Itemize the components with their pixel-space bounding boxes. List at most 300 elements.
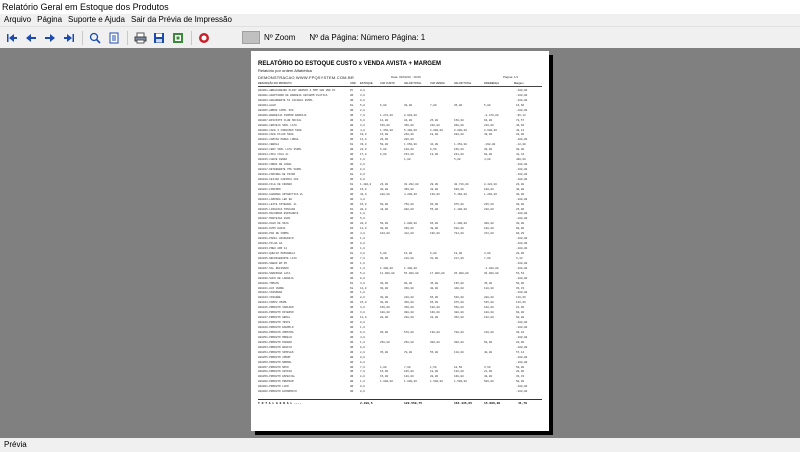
cell-total-custo: 1.650,00 [404, 143, 417, 147]
cell-vlr-venda: 55,00 [430, 350, 439, 354]
cell-total-custo: 4.200,00 [404, 192, 417, 196]
cell-diferenca: 50,00 [484, 340, 493, 344]
cell-estoque: 11,0 [360, 286, 367, 290]
save-button[interactable] [150, 30, 168, 46]
header-margem: Margem [514, 82, 524, 85]
cell-estoque: 0,0 [360, 321, 365, 325]
zoom-input[interactable] [242, 31, 260, 44]
cell-estoque: 3,0 [360, 311, 365, 315]
cell-und: UN [350, 98, 354, 102]
cell-margem: -100,00 [516, 197, 528, 201]
table-row [258, 390, 542, 395]
cell-vlr-venda: 196,00 [430, 232, 440, 236]
cell-vlr-custo: 9,00 [380, 153, 387, 157]
report-site: DEMONSTRACAO WWW.FPQSYSTEM.COM.BR [258, 75, 354, 80]
export-button[interactable] [169, 30, 187, 46]
cell-diferenca: -8.470,00 [484, 113, 499, 117]
next-page-icon [44, 33, 56, 43]
header-descricao: DESCRIÇÃO DO PRODUTO [258, 82, 292, 85]
cell-total-venda: 156,00 [454, 148, 464, 152]
cell-estoque: 1,0 [360, 158, 365, 162]
cell-estoque: 15,0 [360, 301, 367, 305]
cell-estoque: 2,0 [360, 350, 365, 354]
cell-und: UN [350, 261, 354, 265]
cell-total-custo: 286,00 [404, 138, 414, 142]
cell-und: UN [350, 365, 354, 369]
cell-margem: 50,00 [516, 281, 525, 285]
cell-descricao: 000036-SABAO EM PO [258, 261, 288, 265]
cell-margem: -100,00 [516, 212, 528, 216]
zoom-icon [89, 32, 101, 44]
cell-total-custo: 450,00 [404, 123, 414, 127]
cell-descricao: 000027-MANTEIGA 200G [258, 217, 291, 221]
cell-estoque: 4,0 [360, 232, 365, 236]
cell-descricao: 000024-LEITE INTEGRAL 1L [258, 202, 297, 206]
cell-descricao: 000012-CEBOLA [258, 143, 279, 147]
cell-vlr-custo: 6,00 [380, 103, 387, 107]
cell-und: UN [350, 370, 354, 374]
cell-estoque: 1,0 [360, 237, 365, 241]
cell-total-venda: 221,00 [454, 153, 464, 157]
cell-und: UN [350, 158, 354, 162]
cell-margem: -100,00 [516, 326, 528, 329]
cell-estoque: 15,0 [360, 187, 367, 191]
cell-und: UN [350, 330, 354, 334]
cell-estoque: 11,0 [360, 227, 367, 231]
toolbar-separator [127, 31, 128, 45]
close-preview-icon [198, 32, 210, 44]
cell-vlr-venda: 20,00 [430, 375, 439, 379]
cell-margem: 78,57 [516, 118, 525, 122]
cell-total-custo: 570,00 [404, 330, 414, 334]
cell-estoque: 3,0 [360, 93, 365, 97]
cell-descricao: 000001-ABRACADEIRA PLAST BRANCO 2.5MM 100 UND PC [258, 89, 336, 92]
report-date: Data: 03/02/20 - 19:06 [391, 75, 421, 79]
cell-descricao: 000021-FOSFORO [258, 187, 281, 191]
cell-margem: 40,00 [516, 187, 525, 191]
cell-und: UN [350, 177, 354, 181]
cell-und: UN [350, 202, 354, 206]
cell-descricao: 000034-QUEIJO MUSSARELA [258, 251, 296, 255]
cell-diferenca: 36,00 [484, 148, 493, 152]
cell-descricao: 000058-PRODUTO ANTIGO [258, 370, 292, 374]
cell-total-venda: 1.452,00 [454, 143, 467, 147]
cell-margem: -100,00 [516, 385, 528, 389]
cell-margem: 60,00 [516, 227, 525, 231]
cell-estoque: 8,0 [360, 296, 365, 300]
cell-vlr-custo: 1,00 [380, 365, 387, 369]
cell-und: UN [350, 335, 354, 339]
cell-margem: -100,00 [516, 291, 528, 295]
cell-vlr-custo: 50,00 [380, 143, 389, 147]
cell-total-custo: 105,00 [404, 370, 414, 374]
cell-total-custo: 330,00 [404, 286, 414, 290]
cell-vlr-venda: 32,00 [430, 316, 439, 320]
cell-und: UN [350, 326, 354, 329]
preview-area[interactable] [0, 48, 800, 438]
print-button[interactable] [131, 30, 149, 46]
cell-und: PC [350, 89, 354, 92]
cell-estoque: 0,0 [360, 276, 365, 280]
cell-vlr-custo: 30,00 [380, 256, 389, 260]
cell-vlr-custo: 100,00 [380, 311, 390, 315]
cell-total-venda: 135,00 [454, 281, 464, 285]
cell-total-custo: 90,00 [404, 281, 413, 285]
cell-estoque: 4,0 [360, 197, 365, 201]
zoom-button[interactable] [86, 30, 104, 46]
cell-und: KG [350, 207, 354, 211]
cell-und: UN [350, 296, 354, 300]
cell-total-venda: 630,00 [454, 187, 464, 191]
cell-estoque: 0,0 [360, 345, 365, 349]
cell-vlr-venda: 220,00 [430, 123, 440, 127]
report-subtitle: Relatório por ordem Alfabética [258, 68, 312, 73]
cell-estoque: 7,0 [360, 370, 365, 374]
cell-estoque: 42,0 [360, 192, 367, 196]
cell-vlr-custo: 1.000,00 [380, 380, 393, 384]
cell-margem: 54,54 [516, 271, 525, 275]
cell-descricao: 000039-SUCO DE LARANJA [258, 276, 294, 280]
cell-descricao: 000060-PRODUTO PREMIUM [258, 380, 294, 384]
cell-vlr-custo: 30,00 [380, 286, 389, 290]
cell-estoque: 33,0 [360, 143, 367, 147]
header-diferenca: DIFERENÇA [484, 82, 499, 85]
cell-total-custo: 55.000,00 [404, 271, 419, 275]
page-setup-button[interactable] [105, 30, 123, 46]
cell-vlr-custo: 30,00 [380, 301, 389, 305]
cell-descricao: 000016-CORDA DE VARAL [258, 163, 292, 167]
cell-vlr-custo: 30,00 [380, 296, 389, 300]
cell-diferenca: 210,00 [484, 123, 494, 127]
cell-und: UN [350, 148, 354, 152]
cell-und: UN [350, 212, 354, 216]
cell-descricao: 000015-CHAVE FENDA [258, 158, 288, 162]
cell-und: KG [350, 281, 354, 285]
cell-margem: 50,00 [516, 365, 525, 369]
cell-margem: 57,14 [516, 350, 525, 354]
cell-total-custo: 120,00 [404, 375, 414, 379]
cell-descricao: 000011-CAMISA MANGA LONGA [258, 138, 299, 142]
cell-estoque: 1,0 [360, 326, 365, 329]
cell-und: UN [350, 93, 354, 97]
cell-und: UN [350, 256, 354, 260]
cell-margem: -100,00 [516, 108, 528, 112]
cell-und: UN [350, 380, 354, 384]
cell-total-custo: 220,00 [404, 316, 414, 320]
cell-total-custo: 300,00 [404, 311, 414, 315]
cell-diferenca: 180,00 [484, 187, 494, 191]
cell-diferenca: 372,00 [484, 232, 494, 236]
cell-total-custo: 210,00 [404, 256, 414, 260]
cell-descricao: 000023-LAMPADA LED 9W [258, 197, 292, 201]
cell-total-venda: 5.460,00 [454, 192, 467, 196]
cell-und: UN [350, 345, 354, 349]
cell-margem: 36,84 [516, 330, 525, 334]
cell-und: UN [350, 108, 354, 112]
cell-und: KG [350, 251, 354, 255]
cell-estoque: 20,0 [360, 222, 367, 226]
menu-pagina[interactable]: Página [37, 15, 63, 24]
last-page-button[interactable] [60, 30, 78, 46]
cell-vlr-custo: 30,00 [380, 187, 389, 191]
menu-suporte[interactable]: Suporte e Ajuda [68, 15, 125, 24]
printer-icon [134, 32, 147, 44]
cell-und: UN [350, 113, 354, 117]
cell-vlr-custo: 30,00 [380, 227, 389, 231]
cell-estoque: 7,0 [360, 113, 365, 117]
cell-margem: 90,29 [516, 232, 525, 236]
cell-total-custo: 450,00 [404, 301, 414, 305]
cell-estoque: 24,0 [360, 148, 367, 152]
cell-estoque: 0,0 [360, 98, 365, 102]
menu-sair-previa[interactable]: Sair da Prévia de Impressão [130, 15, 232, 24]
cell-descricao: 000047-PRODUTO GERAL [258, 316, 291, 320]
cell-total-custo: 1,00 [404, 158, 411, 162]
cell-total-venda: 40.716,00 [454, 182, 469, 186]
cell-diferenca: 48,00 [484, 133, 493, 137]
cell-estoque: 0,0 [360, 172, 365, 176]
cell-descricao: 000032-PILHA AA [258, 242, 283, 246]
total-margem: 41,78 [518, 402, 528, 405]
cell-descricao: 000003-AGUARDENTE 51 CACHACA 965ML [258, 98, 313, 102]
header-und: UND [350, 82, 356, 85]
cell-estoque: 3,0 [360, 306, 365, 310]
cell-total-custo: 15,00 [404, 251, 413, 255]
cell-vlr-venda: 18,00 [430, 133, 439, 137]
cell-estoque: 17,0 [360, 153, 367, 157]
cell-vlr-venda: 13,00 [430, 153, 439, 157]
cell-estoque: 0,0 [360, 177, 365, 181]
cell-und: UN [350, 247, 354, 250]
cell-diferenca: 30.000,00 [484, 271, 499, 275]
cell-descricao: 000018-FARINHA DE TRIGO [258, 172, 296, 176]
cell-margem: 20,00 [516, 133, 525, 137]
cell-total-venda: 1.100,00 [454, 207, 467, 211]
cell-vlr-venda: 25,00 [430, 118, 439, 122]
cell-und: UN [350, 350, 354, 354]
cell-margem: -100,00 [516, 172, 528, 176]
cell-vlr-venda: 6,00 [430, 251, 437, 255]
cell-margem: 20,00 [516, 340, 525, 344]
cell-vlr-venda: 55,00 [430, 207, 439, 211]
cell-total-venda: 85.000,00 [454, 271, 469, 275]
cell-descricao: 000026-MACARRAO ESPAGUETE [258, 212, 299, 216]
cell-diferenca: -1.400,00 [484, 266, 499, 270]
cell-descricao: 000037-SAL REFINADO [258, 266, 289, 270]
cell-estoque: 0,0 [360, 355, 365, 359]
header-vlr-custo: VLR CUSTO [380, 82, 395, 85]
cell-und: UN [350, 222, 354, 226]
toolbar-separator [82, 31, 83, 45]
cell-margem: 116,66 [516, 301, 526, 305]
cell-total-venda: 10,50 [454, 365, 463, 369]
cell-total-custo: 8.904,00 [404, 113, 417, 117]
cell-descricao: 000057-PRODUTO NOVO [258, 365, 289, 369]
cell-total-venda: 5,00 [454, 158, 461, 162]
cell-estoque: 0,0 [360, 242, 365, 246]
cell-estoque: 7,0 [360, 256, 365, 260]
cell-vlr-custo: 1.350,00 [380, 128, 393, 132]
cell-vlr-custo: 150,00 [380, 306, 390, 310]
cell-margem: -100,00 [516, 335, 528, 339]
cell-descricao: 000035-REFRIGERANTE LATA [258, 256, 297, 260]
cell-descricao: 000013-CERV SKOL LATA 350ML [258, 148, 302, 152]
cell-descricao: 000055-PRODUTO COMUM [258, 355, 291, 359]
cell-diferenca: 525,00 [484, 301, 494, 305]
cell-margem: -100,00 [516, 163, 528, 167]
cell-und: UN [350, 390, 354, 394]
cell-descricao: 000009-CAFE 3 CORACOES 500G [258, 128, 302, 132]
cell-margem: 24,00 [516, 306, 525, 310]
cell-margem: 33,33 [516, 375, 525, 379]
toolbar-separator [191, 31, 192, 45]
cell-diferenca: 4,00 [484, 158, 491, 162]
cell-estoque: 0,0 [360, 385, 365, 389]
cell-diferenca: 108,00 [484, 306, 494, 310]
cell-total-venda: 352,00 [454, 316, 464, 320]
cell-margem: -100,00 [516, 93, 528, 97]
cell-vlr-venda: 130,00 [430, 192, 440, 196]
cell-total-custo: 1.000,00 [404, 380, 417, 384]
cell-descricao: 000028-OLEO DE SOJA [258, 222, 289, 226]
cell-und: UN [350, 123, 354, 127]
cell-total-venda: 217,00 [454, 256, 464, 260]
cell-margem: -100,00 [516, 321, 528, 325]
cell-descricao: 000022-GUARANA ANTARCTICA 2L [258, 192, 304, 196]
cell-descricao: 000007-BISCOITO CLUB SOCIAL [258, 118, 302, 122]
cell-total-custo: 70,00 [404, 350, 413, 354]
cell-vlr-venda: 29,00 [430, 182, 439, 186]
cell-total-custo: 1.000,00 [404, 222, 417, 226]
first-page-button[interactable] [3, 30, 21, 46]
cell-total-venda: 126,00 [454, 370, 464, 374]
cell-diferenca: 110,00 [484, 286, 494, 290]
cell-vlr-custo: 35,00 [380, 350, 389, 354]
cell-vlr-venda: 40,00 [430, 286, 439, 290]
cell-estoque: 2,0 [360, 108, 365, 112]
cell-total-venda: 975,00 [454, 202, 464, 206]
cell-und: UN [350, 197, 354, 201]
cell-und: UN [350, 385, 354, 389]
zoom-label: Nº Zoom [264, 33, 296, 42]
cell-und: UN [350, 340, 354, 344]
cell-estoque: 3,0 [360, 123, 365, 127]
header-vlr-venda: VLR VENDA [430, 82, 445, 85]
menu-arquivo[interactable]: Arquivo [4, 15, 32, 24]
cell-vlr-venda: 300,00 [430, 340, 440, 344]
cell-descricao: 000059-PRODUTO ESPECIAL [258, 375, 296, 379]
save-icon [153, 32, 165, 44]
cell-descricao: 000005-ARROZ CAMIL 5KG [258, 108, 294, 112]
cell-vlr-venda: 18,00 [430, 370, 439, 374]
page-number-label: Nº da Página: Número Página: 1 [309, 33, 426, 42]
cell-total-venda: 110,00 [454, 350, 464, 354]
cell-und: UN [350, 360, 354, 364]
cell-margem: 30,00 [516, 202, 525, 206]
cell-total-custo: 30,00 [404, 103, 413, 107]
cell-estoque: 1.404,0 [360, 182, 372, 186]
cell-estoque: 11,0 [360, 316, 367, 320]
cell-vlr-custo: 26,00 [380, 138, 389, 142]
cell-estoque: 6,0 [360, 118, 365, 122]
cell-total-venda: 1.300,00 [454, 222, 467, 226]
cell-vlr-custo: 15,00 [380, 133, 389, 137]
cell-estoque: 0,0 [360, 168, 365, 171]
cell-margem: 60,00 [516, 316, 525, 320]
cell-vlr-custo: 14,00 [380, 118, 389, 122]
cell-margem: -100,00 [516, 237, 528, 241]
cell-diferenca: 1.260,00 [484, 192, 497, 196]
cell-und: UN [350, 192, 354, 196]
cell-vlr-custo: 50,00 [380, 202, 389, 206]
cell-descricao: 000004-ALHO [258, 103, 276, 107]
cell-estoque: 5,0 [360, 217, 365, 221]
cell-estoque: 15,0 [360, 202, 367, 206]
prev-page-button[interactable] [22, 30, 40, 46]
cell-total-custo: 240,00 [404, 296, 414, 300]
total-custo: 120.550,75 [404, 402, 423, 405]
report-page-number: Página: 1/1 [503, 75, 519, 79]
cell-descricao: 000031-PAPEL HIGIENICO [258, 237, 294, 241]
cell-descricao: 000054-PRODUTO SIMPLES [258, 350, 294, 354]
cell-margem: 46,66 [516, 123, 525, 127]
cell-descricao: 000050-PRODUTO AMOSTRA [258, 330, 294, 334]
cell-estoque: 8,0 [360, 375, 365, 379]
cell-descricao: 000006-BANDEIJA ISOPOR BANDIJA [258, 113, 307, 117]
cell-total-custo: 412,00 [404, 232, 414, 236]
cell-und: UN [350, 276, 354, 280]
window-title: Relatório Geral em Estoque dos Produtos [0, 0, 800, 14]
cell-diferenca: 500,00 [484, 380, 494, 384]
cell-vlr-venda: 17.000,00 [430, 271, 445, 275]
cell-und: UN [350, 355, 354, 359]
cell-diferenca: 45,00 [484, 281, 493, 285]
cell-total-venda: 1.500,00 [454, 380, 467, 384]
cell-estoque: 3,0 [360, 251, 365, 255]
cell-total-venda: 975,00 [454, 301, 464, 305]
cell-margem: 33,33 [516, 286, 525, 290]
cell-diferenca: 198,00 [484, 227, 494, 231]
cell-vlr-custo: 23,00 [380, 182, 389, 186]
cell-descricao: 000046-PRODUTO DIVERSO [258, 311, 294, 315]
cell-margem: -100,00 [516, 89, 528, 92]
cell-descricao: 000017-DETERGENTE YPE 500ML [258, 168, 302, 171]
cell-estoque: 20,0 [360, 207, 367, 211]
export-icon [172, 32, 184, 44]
cell-descricao: 000041-UVA VERDE [258, 286, 284, 290]
next-page-button[interactable] [41, 30, 59, 46]
cell-vlr-custo: 15,00 [380, 375, 389, 379]
cell-diferenca: 180,00 [484, 311, 494, 315]
cell-und: UN [350, 306, 354, 310]
cell-und: UN [350, 163, 354, 167]
cell-und: KG [350, 103, 354, 107]
cell-total-venda: 160,00 [454, 375, 464, 379]
cell-diferenca: 66,00 [484, 118, 493, 122]
cell-estoque: 1,0 [360, 380, 365, 384]
cell-und: UN [350, 266, 354, 270]
header-estoque: ESTOQUE [360, 82, 373, 85]
report-title: RELATÓRIO DO ESTOQUE CUSTO x VENDA AVISTA + MARGEM [258, 61, 441, 67]
cell-descricao: 000020-FILE DE FRANGO [258, 182, 292, 186]
total-estoque: 2.330,5 [360, 402, 373, 405]
close-preview-button[interactable] [195, 30, 213, 46]
cell-vlr-venda: 160,00 [430, 311, 440, 315]
cell-und: UN [350, 237, 354, 241]
total-diferenca: 15.886,90 [484, 402, 501, 405]
cell-descricao: 000025-LINGUICA TOSCANA [258, 207, 296, 211]
total-venda: 164.435,65 [454, 402, 473, 405]
